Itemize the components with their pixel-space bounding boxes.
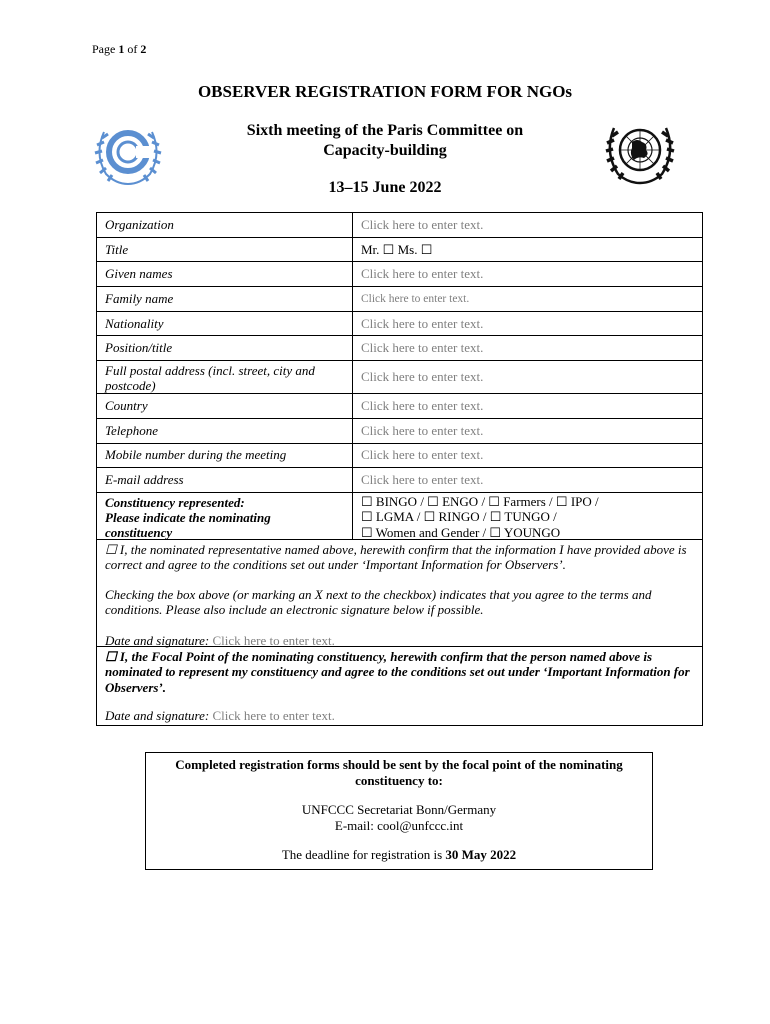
country-label: Country [97, 394, 353, 418]
focal-point-date-signature: Date and signature: Click here to enter text. [105, 708, 335, 724]
row-organization [97, 213, 702, 238]
telephone-field[interactable]: Click here to enter text. [361, 422, 484, 438]
representative-confirmation [97, 540, 702, 647]
telephone-label: Telephone [97, 419, 353, 443]
row-family-name [97, 287, 702, 312]
organization-label: Organization [97, 213, 353, 237]
representative-date-signature: Date and signature: Click here to enter text. [105, 632, 335, 648]
title-label: Title [97, 238, 353, 262]
country-field[interactable]: Click here to enter text. [361, 397, 484, 413]
submission-instructions: Completed registration forms should be sent by the focal point of the nominating constituency to: UNFCCC Secretariat Bonn/Germany E-mail: cool@unfccc.int The deadline for registration is 30 May 2022 [145, 752, 653, 870]
meeting-dates: 13–15 June 2022 [328, 179, 442, 196]
email-label: E-mail address [97, 468, 353, 492]
email-field[interactable]: Click here to enter text. [361, 472, 484, 488]
row-position [97, 336, 702, 361]
row-given-names [97, 262, 702, 287]
focal-point-confirmation [97, 647, 702, 725]
secretariat-address: UNFCCC Secretariat Bonn/Germany [301, 802, 497, 817]
meeting-title: Sixth meeting of the Paris Committee on Capacity-building [246, 122, 524, 159]
row-title [97, 238, 702, 263]
constituency-options-line[interactable]: ☐ BINGO / ☐ ENGO / ☐ Farmers / ☐ IPO / [361, 493, 599, 509]
terms-note: Checking the box above (or marking an X next to the checkbox) indicates that you agree to the terms and conditions. Please also include an electronic signature below if possible. [105, 586, 652, 618]
row-telephone [97, 419, 702, 444]
registration-form-table [96, 212, 703, 726]
row-postal-address [97, 361, 702, 394]
page-number: Page 1 of 2 [92, 42, 147, 56]
postal-address-label: Full postal address (incl. street, city and postcode) [97, 361, 353, 393]
constituency-options[interactable] [353, 493, 702, 539]
mobile-label: Mobile number during the meeting [97, 444, 353, 468]
focal-point-confirm-checkbox[interactable]: ☐ I, the Focal Point of the nominating constituency, herewith confirm that the person named above is nominated to represent my constituency and agree to the conditions set out under ‘Important Information for Observers’. [105, 648, 690, 695]
constituency-options-line[interactable]: ☐ LGMA / ☐ RINGO / ☐ TUNGO / [361, 509, 557, 525]
family-name-label: Family name [97, 287, 353, 311]
form-title: OBSERVER REGISTRATION FORM FOR NGOs [197, 82, 573, 101]
position-label: Position/title [97, 336, 353, 360]
row-constituency [97, 493, 702, 540]
row-email [97, 468, 702, 493]
nationality-label: Nationality [97, 312, 353, 336]
given-names-label: Given names [97, 262, 353, 286]
representative-confirm-checkbox[interactable]: ☐ I, the nominated representative named above, herewith confirm that the information I have provided above is correct and agree to the conditions set out under ‘Important Information for Observers’. [105, 541, 687, 573]
contact-email: E-mail: cool@unfccc.int [334, 817, 464, 833]
family-name-field[interactable]: Click here to enter text. [361, 292, 470, 305]
position-field[interactable]: Click here to enter text. [361, 340, 484, 356]
mobile-field[interactable]: Click here to enter text. [361, 447, 484, 463]
given-names-field[interactable]: Click here to enter text. [361, 266, 484, 282]
focal-point-date-signature-field[interactable]: Click here to enter text. [212, 708, 335, 724]
row-country [97, 394, 702, 419]
title-checkboxes[interactable]: Mr. ☐ Ms. ☐ [361, 241, 433, 257]
row-nationality [97, 312, 702, 337]
organization-field[interactable]: Click here to enter text. [361, 216, 484, 232]
postal-address-field[interactable]: Click here to enter text. [361, 369, 484, 385]
nationality-field[interactable]: Click here to enter text. [361, 315, 484, 331]
registration-deadline: The deadline for registration is 30 May 2022 [281, 847, 517, 862]
constituency-options-line[interactable]: ☐ Women and Gender / ☐ YOUNGO [361, 524, 561, 540]
representative-date-signature-field[interactable]: Click here to enter text. [212, 632, 335, 648]
constituency-label: Constituency represented: Please indicate the nominating constituency [97, 493, 353, 539]
email-link[interactable]: cool@unfccc.int [377, 817, 464, 833]
row-mobile [97, 444, 702, 469]
